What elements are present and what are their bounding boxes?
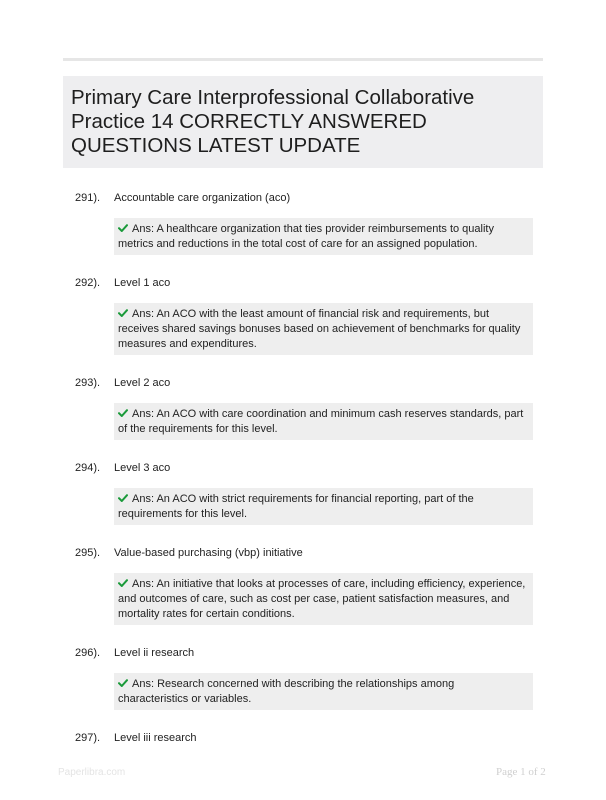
question-number: 296). <box>75 647 101 659</box>
question-number: 297). <box>75 732 101 744</box>
qa-item <box>63 276 543 355</box>
qa-item <box>63 461 543 525</box>
question-number: 295). <box>75 547 101 559</box>
top-divider <box>63 58 543 61</box>
qa-item <box>63 546 543 625</box>
question-text: Value-based purchasing (vbp) initiative <box>114 547 303 559</box>
question-row <box>63 276 543 291</box>
check-icon <box>118 579 128 587</box>
qa-list <box>63 191 543 767</box>
question-row <box>63 731 543 746</box>
answer-box <box>114 673 533 710</box>
answer-box <box>114 218 533 255</box>
question-text: Level iii research <box>114 732 197 744</box>
answer-text: Ans: An initiative that looks at processes of care, including efficiency, experience, and outcomes of care, such as cost per case, patient satisfaction measures, and mortality rates for certain conditions. <box>118 578 526 620</box>
check-icon <box>118 679 128 687</box>
document-title <box>71 86 533 158</box>
check-icon <box>118 409 128 417</box>
question-text: Accountable care organization (aco) <box>114 192 291 204</box>
qa-item <box>63 191 543 255</box>
answer-text: Ans: An ACO with strict requirements for financial reporting, part of the requirements for this level. <box>118 493 474 520</box>
question-row <box>63 646 543 661</box>
check-icon <box>118 309 128 317</box>
answer-text: Ans: A healthcare organization that ties provider reimbursements to quality metrics and reductions in the total cost of care for an assigned population. <box>118 223 494 250</box>
answer-text: Ans: An ACO with the least amount of financial risk and requirements, but receives shared savings bonuses based on achievement of benchmarks for quality measures and expenditures. <box>118 308 521 350</box>
qa-item <box>63 376 543 440</box>
question-text: Level 2 aco <box>114 377 171 389</box>
title-banner <box>63 76 543 168</box>
title-line: Practice 14 CORRECTLY ANSWERED <box>71 110 427 133</box>
question-row <box>63 546 543 561</box>
check-icon <box>118 494 128 502</box>
question-number: 291). <box>75 192 101 204</box>
question-text: Level ii research <box>114 647 195 659</box>
question-row <box>63 191 543 206</box>
question-number: 292). <box>75 277 101 289</box>
check-icon <box>118 224 128 232</box>
question-row <box>63 461 543 476</box>
qa-item <box>63 731 543 746</box>
answer-text: Ans: Research concerned with describing the relationships among characteristics or variables. <box>118 678 455 705</box>
answer-text: Ans: An ACO with care coordination and minimum cash reserves standards, part of the requirements for this level. <box>118 408 524 435</box>
question-text: Level 3 aco <box>114 462 171 474</box>
question-text: Level 1 aco <box>114 277 171 289</box>
footer-watermark: Paperlibra.com <box>58 767 126 778</box>
qa-item <box>63 646 543 710</box>
title-line: Primary Care Interprofessional Collaborative <box>71 86 475 109</box>
answer-box <box>114 488 533 525</box>
answer-box <box>114 303 533 355</box>
question-row <box>63 376 543 391</box>
answer-box <box>114 403 533 440</box>
question-number: 293). <box>75 377 101 389</box>
question-number: 294). <box>75 462 101 474</box>
answer-box <box>114 573 533 625</box>
title-line: QUESTIONS LATEST UPDATE <box>71 134 361 157</box>
page-indicator: Page 1 of 2 <box>496 766 546 778</box>
